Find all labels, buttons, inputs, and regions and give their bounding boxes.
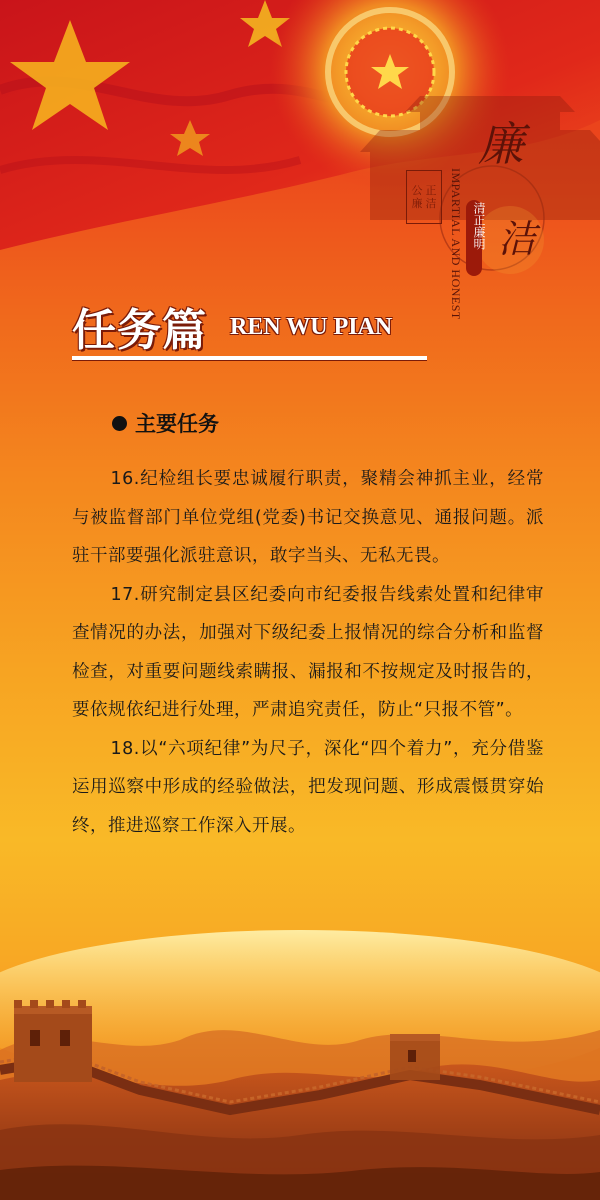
page-title-pinyin: REN WU PIAN bbox=[230, 314, 393, 340]
page-title: 任务篇 bbox=[72, 305, 207, 356]
section-heading-text: 主要任务 bbox=[135, 412, 219, 436]
paragraph: 18.以“六项纪律”为尺子，深化“四个着力”，充分借鉴运用巡察中形成的经验做法，把发现问题、形成震慑贯穿始终，推进巡察工作深入开展。 bbox=[72, 738, 544, 836]
paragraph: 16.纪检组长要忠诚履行职责，聚精会神抓主业，经常与被监督部门单位党组(党委)书记交换意见、通报问题。派驻干部要强化派驻意识，敢字当头、无私无畏。 bbox=[72, 469, 544, 566]
seal-vertical-text: IMPARTIAL AND HONEST bbox=[449, 168, 463, 320]
title-block bbox=[72, 294, 432, 364]
body-text bbox=[72, 460, 544, 845]
paragraph: 17.研究制定县区纪委向市纪委报告线索处置和纪律审查情况的办法，加强对下级纪委上报情况的综合分析和监督检查，对重要问题线索瞒报、漏报和不按规定及时报告的，要依规依纪进行处理，严肃追究责任，防止“只报不管”。 bbox=[72, 584, 544, 720]
seal-char-jie: 洁 bbox=[498, 217, 537, 261]
section-heading bbox=[112, 408, 219, 438]
seal-motto bbox=[466, 202, 486, 250]
seal-motto-text: 清正廉明 bbox=[472, 202, 486, 250]
seal-box-char: 公 bbox=[411, 184, 423, 197]
bullet-icon bbox=[112, 416, 127, 431]
seal-box-char: 洁 bbox=[425, 197, 437, 210]
seal-char-lian: 廉 bbox=[478, 117, 524, 171]
title-underline bbox=[72, 356, 427, 360]
seal-box-char: 廉 bbox=[411, 197, 423, 210]
seal-box bbox=[406, 170, 442, 224]
seal-box-char: 正 bbox=[425, 184, 437, 197]
